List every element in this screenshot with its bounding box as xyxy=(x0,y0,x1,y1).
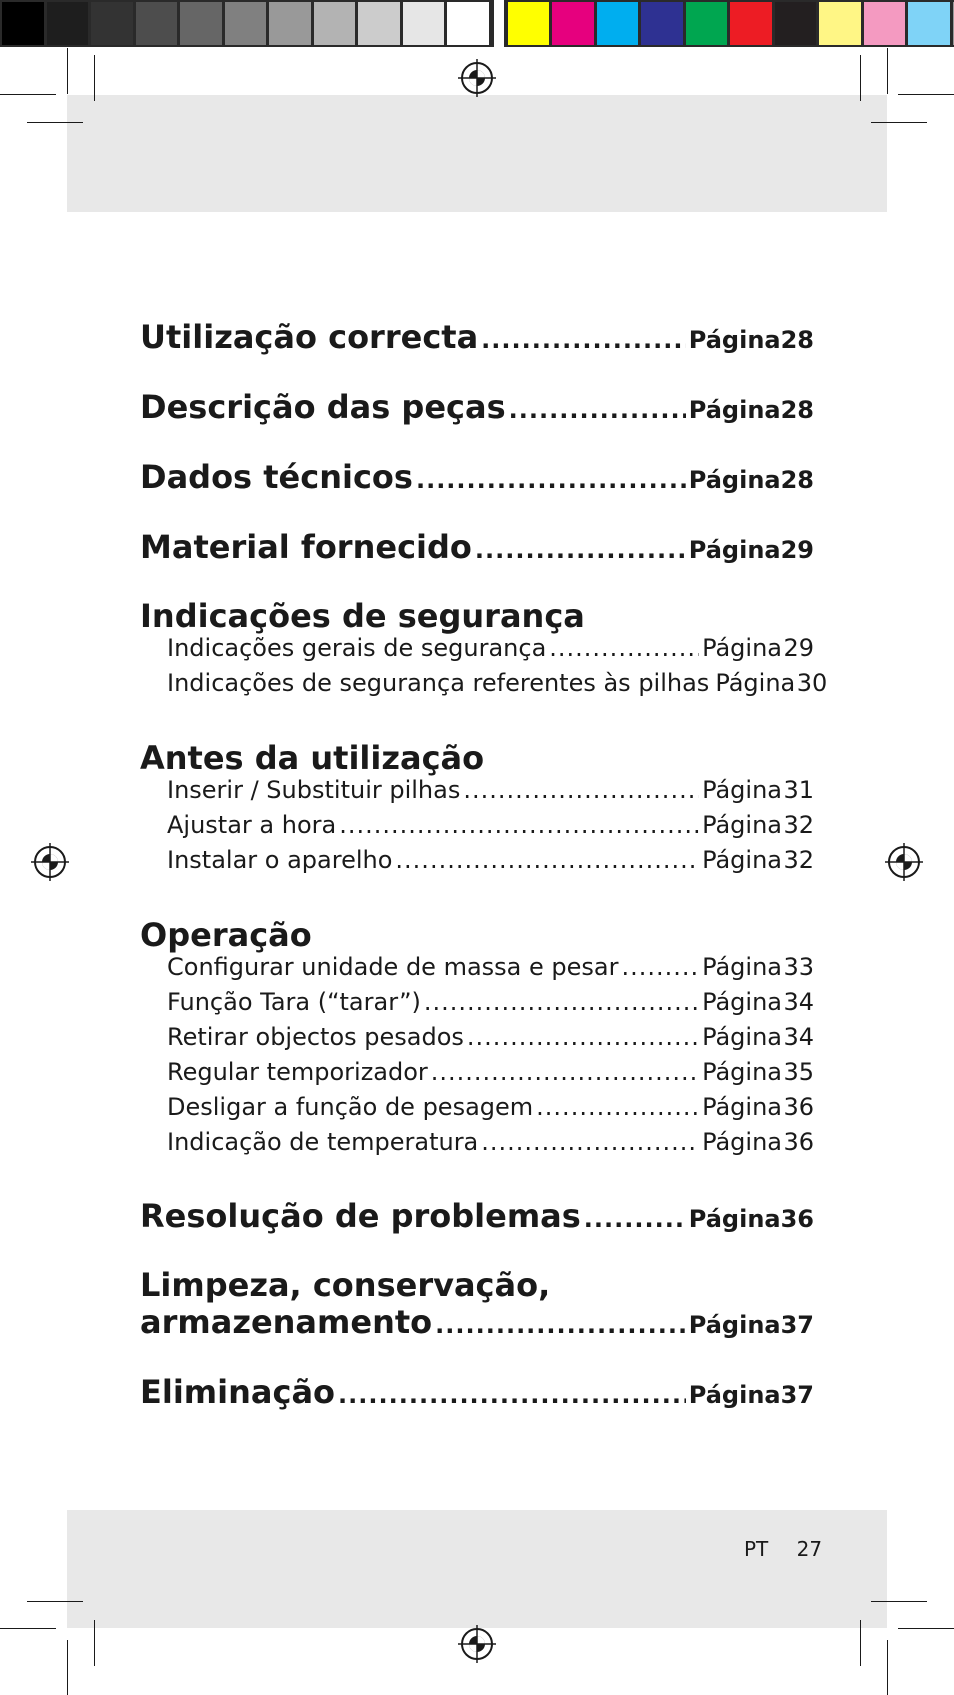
leader-dots xyxy=(621,953,699,981)
page-number: 33 xyxy=(783,953,814,981)
toc-item-label: Inserir / Substituir pilhas xyxy=(167,776,461,804)
color-swatch xyxy=(864,2,906,45)
page-number: 28 xyxy=(780,326,814,354)
color-swatch xyxy=(47,2,89,45)
page-word: Página xyxy=(702,953,782,981)
leader-dots xyxy=(481,1128,699,1156)
leader-dots xyxy=(509,396,686,424)
page-number: 35 xyxy=(783,1058,814,1086)
toc-item[interactable] xyxy=(140,988,814,1023)
leader-dots xyxy=(424,988,699,1016)
page-number: 28 xyxy=(780,466,814,494)
page-number: 36 xyxy=(780,1205,814,1233)
crop-mark xyxy=(887,48,888,94)
crop-mark xyxy=(94,55,95,101)
page-number: 28 xyxy=(780,396,814,424)
toc-section-title: Eliminação xyxy=(140,1373,336,1411)
color-swatch xyxy=(269,2,311,45)
page-number: 37 xyxy=(780,1381,814,1409)
crop-mark xyxy=(27,1601,83,1602)
toc-item-label: Regular temporizador xyxy=(167,1058,428,1086)
crop-mark xyxy=(0,1628,56,1629)
registration-mark-icon xyxy=(458,1625,496,1663)
color-swatch xyxy=(225,2,267,45)
registration-mark-icon xyxy=(31,843,69,881)
toc-item[interactable] xyxy=(140,1093,814,1128)
leader-dots xyxy=(467,1023,699,1051)
crop-mark xyxy=(67,48,68,94)
toc-item-label: Função Tara (“tarar”) xyxy=(167,988,421,1016)
toc-item[interactable] xyxy=(140,953,814,988)
toc-item[interactable] xyxy=(140,1058,814,1093)
page-word: Página xyxy=(688,536,781,564)
toc-item[interactable] xyxy=(140,776,814,811)
page-word: Página xyxy=(702,634,782,662)
toc-item-label: Retirar objectos pesados xyxy=(167,1023,464,1051)
toc-section-title-line1[interactable]: Limpeza, conservação, xyxy=(140,1266,551,1304)
crop-mark xyxy=(887,1640,888,1695)
page-word: Página xyxy=(702,1058,782,1086)
page-number: 27 xyxy=(796,1537,823,1561)
page-word: Página xyxy=(715,669,796,697)
page-number: 29 xyxy=(780,536,814,564)
crop-mark xyxy=(94,1620,95,1666)
color-swatch xyxy=(775,2,817,45)
leader-dots xyxy=(395,846,699,874)
page-word: Página xyxy=(702,846,782,874)
leader-dots xyxy=(481,326,686,354)
crop-mark xyxy=(27,122,83,123)
toc-item[interactable] xyxy=(140,811,814,846)
color-swatch xyxy=(314,2,356,45)
color-swatch xyxy=(641,2,683,45)
page-word: Página xyxy=(688,1381,781,1409)
toc-item-label: Indicação de temperatura xyxy=(167,1128,479,1156)
toc-section[interactable] xyxy=(140,528,814,598)
page-word: Página xyxy=(702,1093,782,1121)
toc-section[interactable] xyxy=(140,1373,814,1443)
color-swatch xyxy=(91,2,133,45)
color-swatch xyxy=(730,2,772,45)
toc-item-label: Configurar unidade de massa e pesar xyxy=(167,953,619,981)
page-word: Página xyxy=(702,1023,782,1051)
color-swatch xyxy=(552,2,594,45)
toc-section-title: Material fornecido xyxy=(140,528,472,566)
page-number: 32 xyxy=(783,811,814,839)
crop-mark xyxy=(898,94,954,95)
toc-item-label: Desligar a função de pesagem xyxy=(167,1093,534,1121)
crop-mark xyxy=(860,55,861,101)
color-swatch xyxy=(597,2,639,45)
toc-section[interactable] xyxy=(140,1197,814,1267)
page-word: Página xyxy=(702,776,782,804)
toc-item[interactable] xyxy=(140,846,814,881)
page-word: Página xyxy=(688,396,781,424)
toc-item-label: Ajustar a hora xyxy=(167,811,337,839)
page-number: 34 xyxy=(783,988,814,1016)
leader-dots xyxy=(536,1093,699,1121)
crop-mark xyxy=(898,1628,954,1629)
page-word: Página xyxy=(688,466,781,494)
color-swatch xyxy=(819,2,861,45)
crop-mark xyxy=(67,1640,68,1695)
toc-item[interactable] xyxy=(140,1128,814,1163)
toc-section-title: Utilização correcta xyxy=(140,318,479,356)
header-band xyxy=(67,95,887,212)
toc-section-title[interactable]: Antes da utilização xyxy=(140,739,485,777)
crop-mark xyxy=(0,94,56,95)
crop-mark xyxy=(860,1620,861,1666)
toc-item-label: Indicações de segurança referentes às pilhas xyxy=(167,669,710,697)
toc-section-title: Dados técnicos xyxy=(140,458,413,496)
table-of-contents xyxy=(140,318,828,1443)
toc-item[interactable] xyxy=(140,1023,814,1058)
color-swatch xyxy=(180,2,222,45)
page-number: 34 xyxy=(783,1023,814,1051)
page-number: 30 xyxy=(796,669,828,697)
toc-item-label: Indicações gerais de segurança xyxy=(167,634,547,662)
color-swatch xyxy=(136,2,178,45)
color-swatch xyxy=(2,2,44,45)
toc-item[interactable] xyxy=(140,634,814,669)
page-word: Página xyxy=(702,988,782,1016)
leader-dots xyxy=(338,1381,686,1409)
page-word: Página xyxy=(702,811,782,839)
toc-section-title-line2: armazenamento xyxy=(140,1303,433,1341)
leader-dots xyxy=(475,536,686,564)
color-swatch xyxy=(358,2,400,45)
page-word: Página xyxy=(688,326,781,354)
language-code: PT xyxy=(744,1537,769,1561)
leader-dots xyxy=(435,1311,686,1339)
leader-dots xyxy=(549,634,699,662)
toc-section[interactable] xyxy=(140,388,814,458)
toc-section-title: Descrição das peças xyxy=(140,388,506,426)
leader-dots xyxy=(463,776,699,804)
crop-mark xyxy=(871,1601,927,1602)
color-swatch xyxy=(447,2,489,45)
color-swatch xyxy=(908,2,950,45)
page-word: Página xyxy=(702,1128,782,1156)
toc-item[interactable] xyxy=(140,669,828,704)
page-number: 32 xyxy=(783,846,814,874)
page-number: 29 xyxy=(783,634,814,662)
registration-mark-icon xyxy=(885,843,923,881)
page-number: 36 xyxy=(783,1128,814,1156)
page-word: Página xyxy=(688,1205,781,1233)
color-swatch xyxy=(403,2,445,45)
footer-band xyxy=(67,1510,887,1628)
page-number: 37 xyxy=(780,1311,814,1339)
leader-dots xyxy=(584,1205,686,1233)
toc-item-label: Instalar o aparelho xyxy=(167,846,393,874)
toc-section[interactable] xyxy=(140,458,814,528)
leader-dots xyxy=(339,811,699,839)
page-footer xyxy=(744,1537,822,1561)
toc-section-title[interactable]: Indicações de segurança xyxy=(140,597,585,635)
color-swatch xyxy=(508,2,550,45)
leader-dots xyxy=(416,466,686,494)
color-swatch xyxy=(686,2,728,45)
toc-section[interactable] xyxy=(140,318,814,388)
leader-dots xyxy=(431,1058,699,1086)
color-calibration-bar xyxy=(0,0,954,47)
registration-mark-icon xyxy=(458,59,496,97)
page-number: 31 xyxy=(783,776,814,804)
page-number: 36 xyxy=(783,1093,814,1121)
crop-mark xyxy=(871,122,927,123)
page-word: Página xyxy=(688,1311,781,1339)
toc-section[interactable] xyxy=(140,1303,814,1373)
toc-section-title[interactable]: Operação xyxy=(140,916,312,954)
toc-section-title: Resolução de problemas xyxy=(140,1197,581,1235)
